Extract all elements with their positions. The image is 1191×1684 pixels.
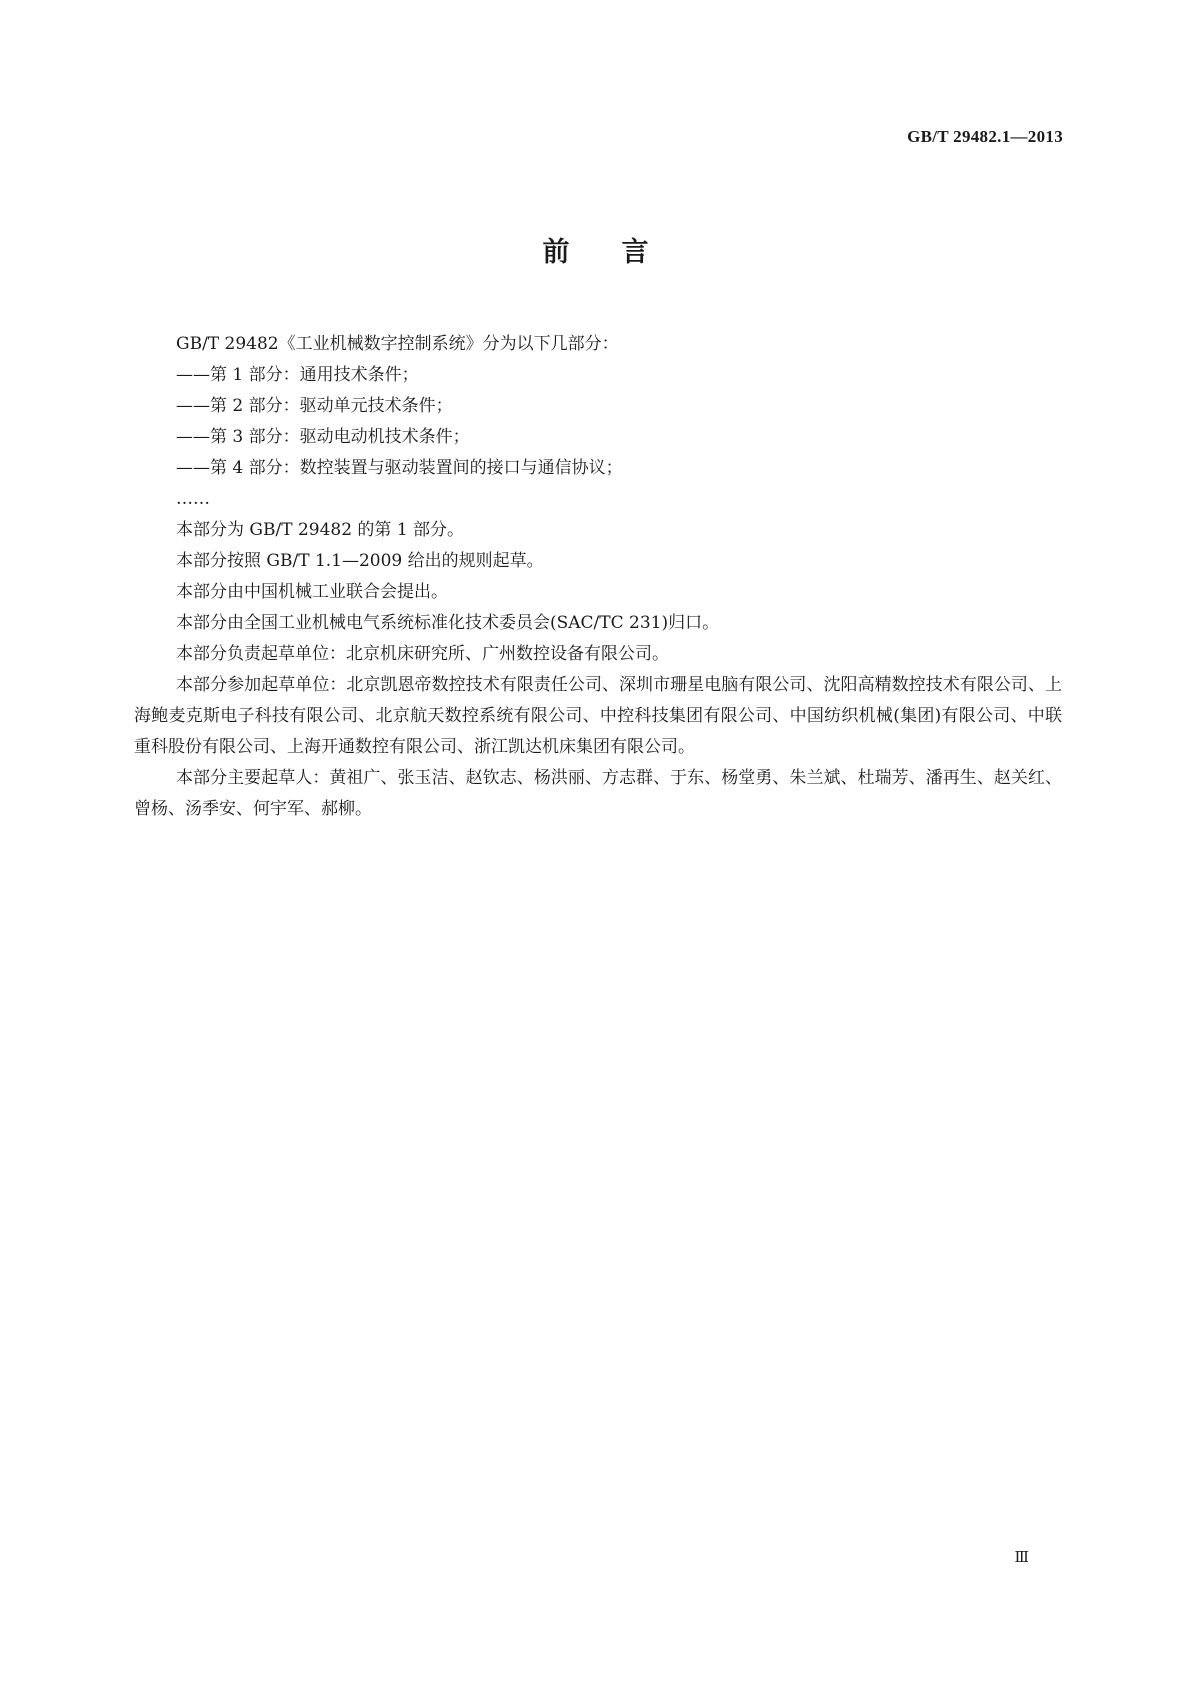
ellipsis: ……: [176, 489, 210, 509]
body-paragraph: 本部分为 GB/T 29482 的第 1 部分。: [176, 520, 465, 540]
part-list-item: ——第 4 部分：数控装置与驱动装置间的接口与通信协议；: [176, 458, 623, 478]
body-paragraph: 本部分参加起草单位：北京凯恩帝数控技术有限责任公司、深圳市珊星电脑有限公司、沈阳高精数控技术有限公司、上海鲍麦克斯电子科技有限公司、北京航天数控系统有限公司、中控科技集团有限公司、中国纺织机械(集团)有限公司、中联重科股份有限公司、上海开通数控有限公司、浙江凯达机床集团有限公司。: [134, 675, 1062, 757]
body-paragraph: 本部分负责起草单位：北京机床研究所、广州数控设备有限公司。: [176, 644, 669, 664]
part-list-item: ——第 3 部分：驱动电动机技术条件；: [176, 427, 470, 447]
body-paragraph: 本部分由中国机械工业联合会提出。: [176, 582, 448, 602]
part-list-item: ——第 2 部分：驱动单元技术条件；: [176, 396, 453, 416]
body-paragraph: 本部分按照 GB/T 1.1—2009 给出的规则起草。: [176, 551, 544, 571]
body-paragraph: 本部分由全国工业机械电气系统标准化技术委员会(SAC/TC 231)归口。: [176, 613, 720, 633]
page-number: Ⅲ: [1014, 1550, 1029, 1566]
intro-paragraph: GB/T 29482《工业机械数字控制系统》分为以下几部分：: [176, 334, 619, 354]
foreword-body: [134, 329, 1062, 825]
body-paragraph: 本部分主要起草人：黄祖广、张玉洁、赵钦志、杨洪丽、方志群、于东、杨堂勇、朱兰斌、杜瑞芳、潘再生、赵关红、曾杨、汤季安、何宇军、郝柳。: [134, 768, 1062, 819]
page-title: 前言: [542, 237, 701, 268]
standard-number: GB/T 29482.1—2013: [907, 127, 1063, 146]
part-list-item: ——第 1 部分：通用技术条件；: [176, 365, 419, 385]
